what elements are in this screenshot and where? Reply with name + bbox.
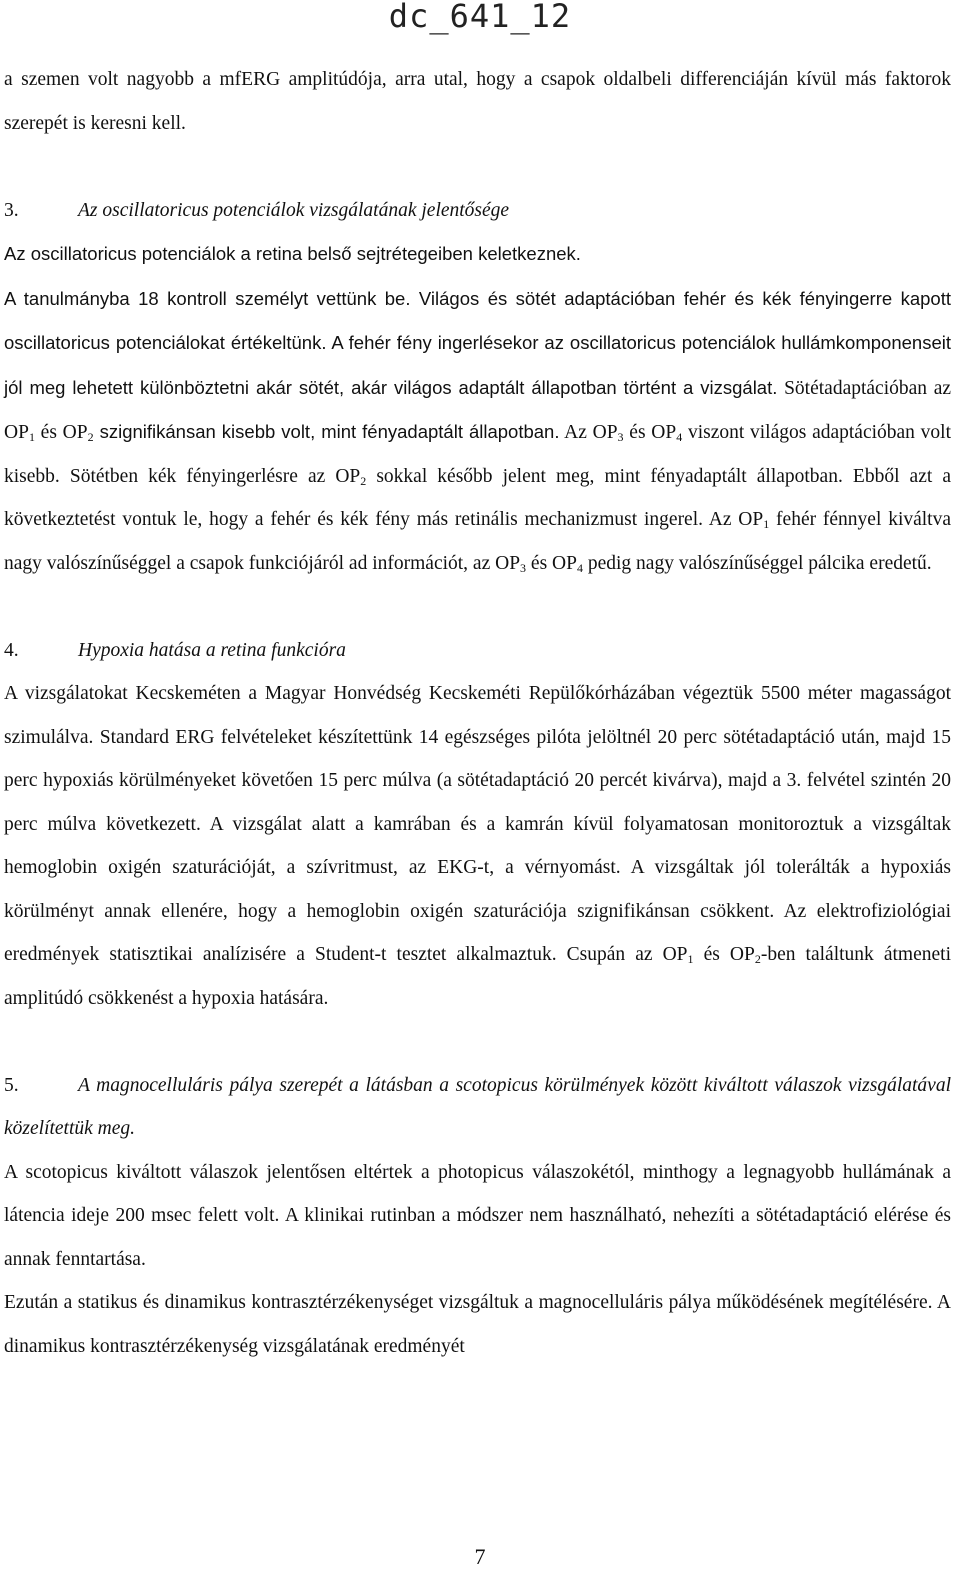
subscript: 4 xyxy=(676,430,683,444)
section-5-heading xyxy=(4,1064,951,1151)
section-3-body xyxy=(4,232,951,585)
text-run: szignifikánsan kisebb volt, mint fényadaptált állapotban. xyxy=(93,421,560,442)
text-run: sokkal később jelent meg, mint fényadaptált állapotban. Ebből azt a következtetést vontuk le, hogy a fehér és kék fény más retinális mechanizmust ingerel. Az OP xyxy=(4,465,951,530)
subscript: 3 xyxy=(617,430,624,444)
section-4-number: 4. xyxy=(4,639,19,661)
text-run: Sötétadaptációban az OP xyxy=(4,377,952,443)
section-5-title: A magnocelluláris pálya szerepét a látásban a scotopicus körülmények között kiváltott válaszok vizsgálatával közelítettük meg. xyxy=(4,1074,951,1139)
text-run: és OP xyxy=(623,422,677,443)
subscript: 4 xyxy=(576,560,583,575)
text-run: Az OP xyxy=(559,422,618,443)
spacer xyxy=(4,1020,951,1064)
text-run: és OP xyxy=(34,422,88,443)
section-5-paragraph-2: Ezután a statikus és dinamikus kontrasztérzékenységet vizsgáltuk a magnocelluláris pálya működésének megítélésére. A dinamikus kontrasztérzékenység vizsgálatának eredményét xyxy=(4,1292,951,1357)
subscript: 1 xyxy=(763,517,770,531)
paragraph-continuation: a szemen volt nagyobb a mfERG amplitúdója, arra utal, hogy a csapok oldalbeli differenciáján kívül más faktorok szerepét is keresni kell. xyxy=(4,69,951,134)
section-3-title: Az oscillatoricus potenciálok vizsgálatának jelentősége xyxy=(78,199,510,221)
text-run: fehér fénnyel kiváltva nagy valószínűséggel a csapok funkciójáról ad információt, az OP xyxy=(4,509,952,574)
section-5-number: 5. xyxy=(4,1074,19,1096)
section-3-number: 3. xyxy=(4,199,19,221)
subscript: 2 xyxy=(360,473,367,488)
text-run: -ben találtunk átmeneti amplitúdó csökkenést a hypoxia hatására. xyxy=(4,944,951,1009)
document-id-header: dc_641_12 xyxy=(388,0,572,35)
text-run: viszont világos adaptációban volt kisebb. Sötétben kék fényingerlésre az OP xyxy=(4,422,952,487)
page-number: 7 xyxy=(474,1544,486,1569)
text-run: A vizsgálatokat Kecskeméten a Magyar Honvédség Kecskeméti Repülőkórházában végeztük 5500 méter magasságot szimulálva. Standard ERG felvételeket készítettünk 14 egészséges pilóta jelöltnél 20 perc sötétadaptáció után, majd 15 perc hypoxiás körülményeket követően 15 perc múlva (a sötétadaptáció 20 percét kivárva), majd a 3. felvétel szintén 20 perc múlva következett. A vizsgálat alatt a kamrában és a kamrán kívül folyamatosan monitoroztuk a vizsgáltak hemoglobin oxigén szaturációját, a szívritmust, az EKG-t, a vérnyomást. A vizsgáltak jól tolerálták a hypoxiás körülményt annak ellenére, hogy a hemoglobin oxigén szaturációja szignifikánsan csökkent. Az elektrofiziológiai eredmények statisztikai analízisére a Student-t tesztet alkalmaztuk. Csupán az OP xyxy=(4,683,951,965)
section-3-sans-text: A tanulmányba 18 kontroll személyt vettünk be. Világos és sötét adaptációban fehér és kék fényingerre kapott oscillatoricus potenciálokat értékeltünk. A fehér fény ingerlésekor az oscillatoricus potenciálok hullámkomponenseit jól meg lehetett különböztetni akár sötét, akár világos adaptált állapotban történt a vizsgálat. xyxy=(4,287,951,398)
section-3-heading xyxy=(4,189,951,233)
subscript: 2 xyxy=(754,952,761,966)
subscript: 3 xyxy=(520,560,527,575)
page-body xyxy=(4,58,951,1368)
text-run: és OP xyxy=(693,944,755,965)
text-run: és OP xyxy=(526,552,577,574)
section-4-body xyxy=(4,672,951,1020)
section-4-heading xyxy=(4,629,951,673)
section-4-title: Hypoxia hatása a retina funkcióra xyxy=(78,639,346,661)
subscript: 1 xyxy=(28,430,35,444)
subscript: 1 xyxy=(687,952,694,966)
spacer xyxy=(4,145,951,189)
text-run: pedig nagy valószínűséggel pálcika eredetű. xyxy=(582,552,932,574)
section-3-intro: Az oscillatoricus potenciálok a retina belső sejtrétegeiben keletkeznek. xyxy=(4,243,581,264)
spacer xyxy=(4,585,951,629)
subscript: 2 xyxy=(87,430,94,444)
section-5-paragraph-1: A scotopicus kiváltott válaszok jelentősen eltértek a photopicus válaszokétól, minthogy a legnagyobb hullámának a látencia ideje 200 msec felett volt. A klinikai rutinban a módszer nem használható, nehezíti a sötétadaptáció elérése és annak fenntartása. xyxy=(4,1161,951,1270)
